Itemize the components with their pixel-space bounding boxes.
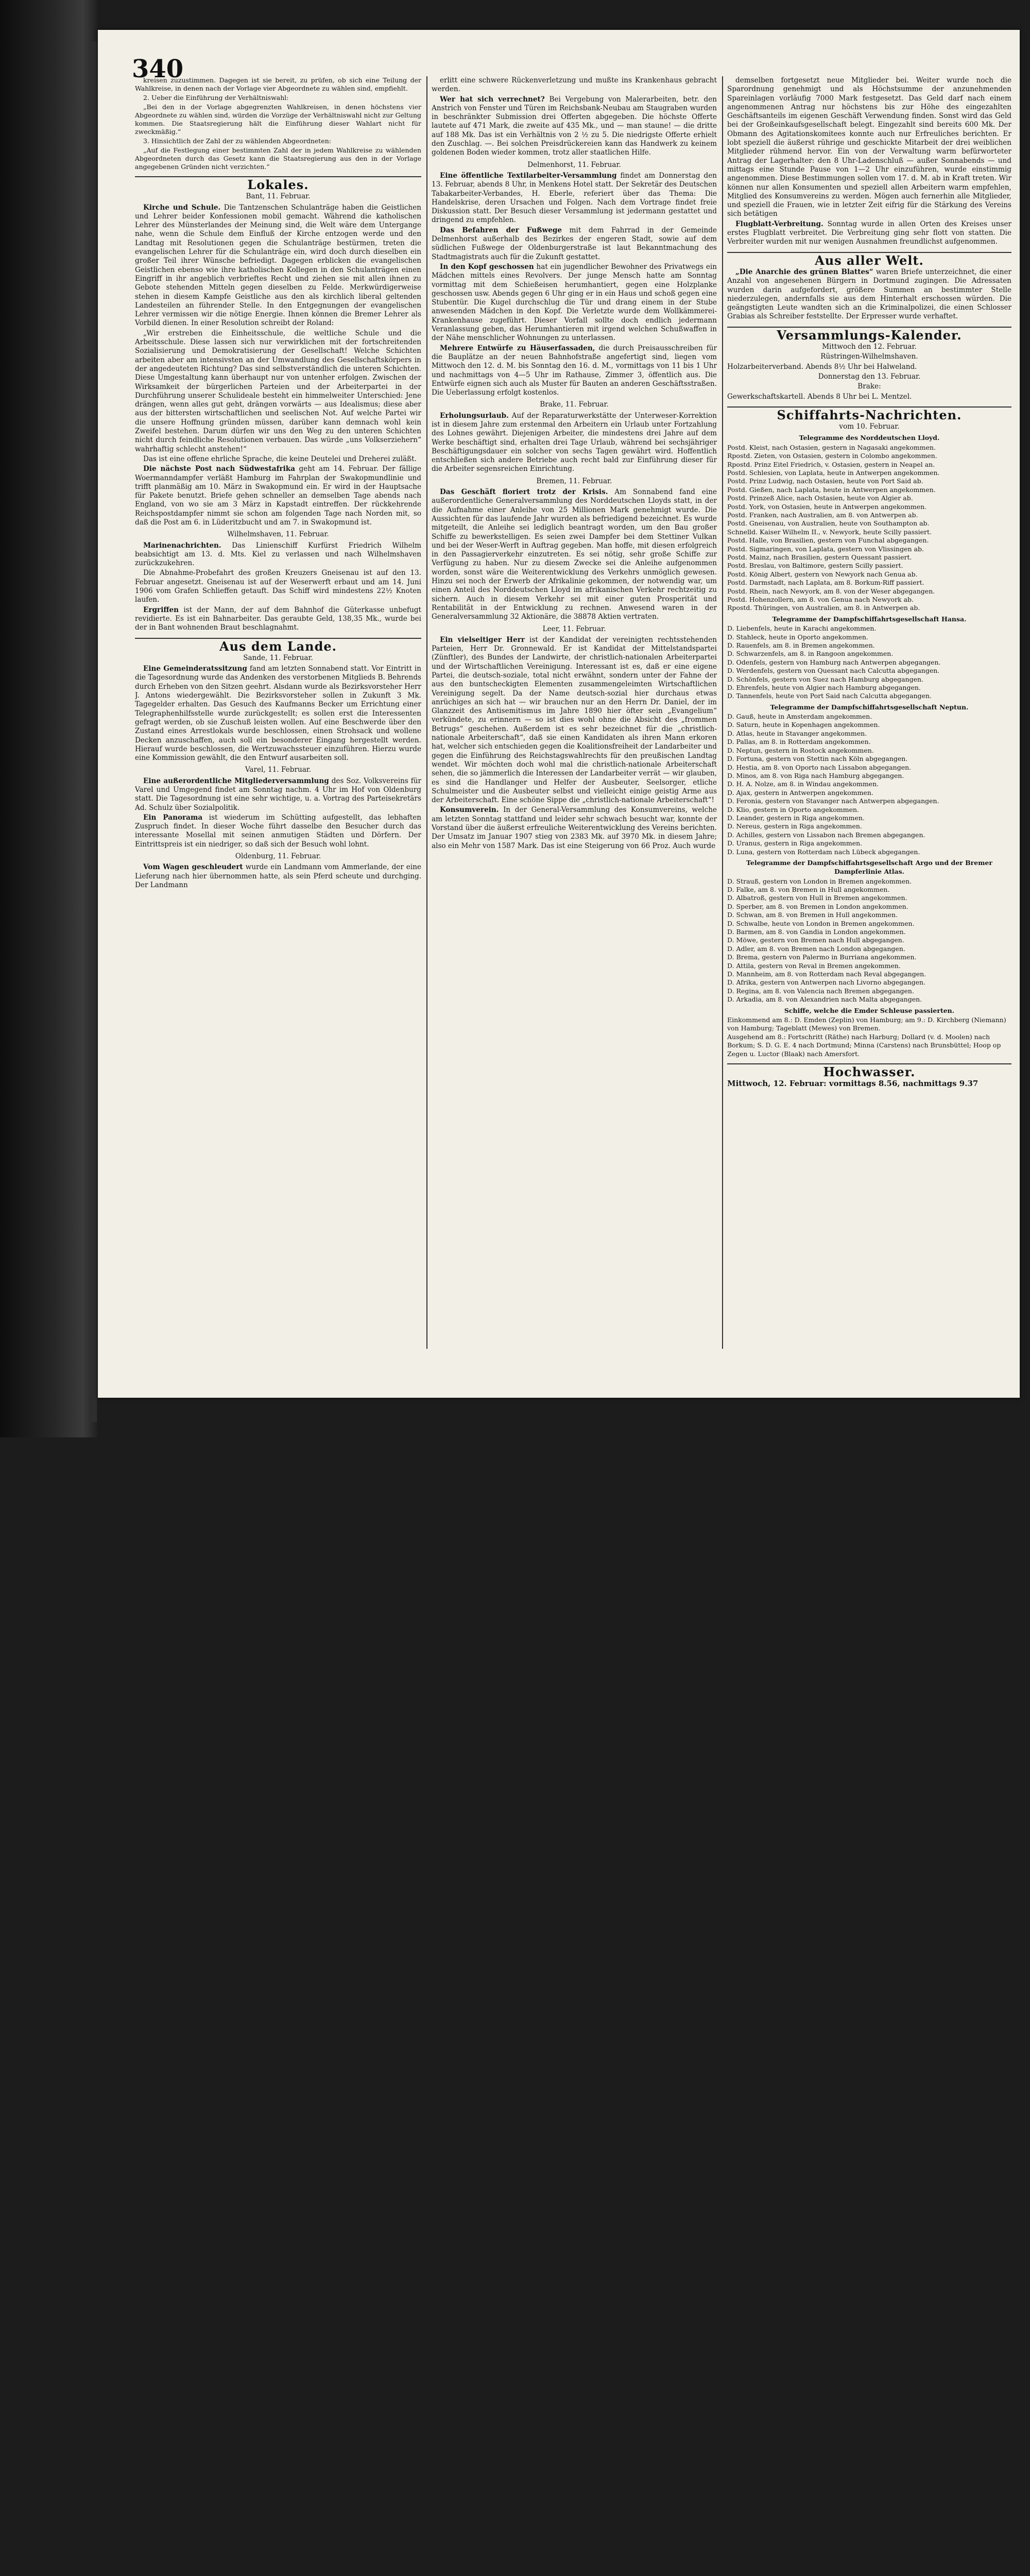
- dateline: Brake, 11. Februar.: [540, 400, 609, 409]
- shipping-entry: D. Fortuna, gestern von Stettin nach Köln abgegangen.: [727, 755, 908, 763]
- shipping-entry: Rpostd. Zieten, von Ostasien, gestern in Colombo angekommen.: [727, 452, 937, 460]
- shipping-entry: Postd. Sigmaringen, von Laplata, gestern von Vlissingen ab.: [727, 545, 924, 553]
- shipping-entry: D. Minos, am 8. von Riga nach Hamburg abgegangen.: [727, 771, 904, 779]
- section-heading: Hochwasser.: [727, 1063, 1011, 1076]
- shipping-entry: D. Strauß, gestern von London in Bremen angekommen.: [727, 877, 912, 885]
- article-text: mit dem Fahrrad in der Gemeinde Delmenhorst außerhalb des Bezirkes der engeren Stadt, sowie auf dem südlichen Fußwege der Oldenburgerstraße ist laut Bekanntmachung des Stadtmagistrats auch für die Zukunft gestattet.: [432, 226, 717, 261]
- article-headline: Ein Panorama: [143, 813, 203, 822]
- shipping-entry: Einkommend am 8.: D. Emden (Zeplin) von Hamburg; am 9.: D. Kirchberg (Niemann) von Hamburg; Tageblatt (Mewes) von Bremen.: [727, 1015, 1006, 1032]
- article-text: des Soz. Volksvereins für Varel und Umgegend findet am Sonntag nachm. 4 Uhr im Hof von Oldenburg statt. Die Tagesordnung ist eine sehr wichtige, u. a. Vortrag des Parteisekretärs Ad. Schulz über Sozialpolitik.: [135, 776, 421, 812]
- article-paragraph: [432, 226, 717, 262]
- shipping-entry: D. Ajax, gestern in Antwerpen angekommen.: [727, 788, 873, 796]
- telegram-heading: Telegramme der Dampfschiffahrtsgesellschaft Hansa.: [772, 615, 967, 623]
- telegram-heading: Schiffe, welche die Emder Schleuse passierten.: [784, 1006, 955, 1014]
- shipping-entry: Postd. Mainz, nach Brasilien, gestern Quessant passiert.: [727, 553, 912, 561]
- article-text: Am Sonnabend fand eine außerordentliche Generalversammlung des Norddeutschen Lloyds statt, in der die Aufnahme einer Anleihe von 25 Millionen Mark genehmigt wurde. Die Aussichten für das laufende Jahr wurden als befriedigend bezeichnet. Es wurde mitgeteilt, die Anleihe sei lediglich beantragt worden, um den Bau großer Schiffe zu bewerkstelligen. Es seien zwei Dampfer bei dem Stettiner Vulkan und bei der Weser-Werft in Auftrag gegeben. Man hoffe, mit diesen erfolgreich in den Passagierverkehr einzutreten. Es sei nötig, sehr große Schiffe zur Verfügung zu haben. Nur zu diesem Zwecke sei die Anleihe aufgenommen worden, sonst wäre die Weiterentwicklung des Verkehrs unmöglich gewesen. Hinzu sei noch der Erwerb der Afrikalinie gekommen, der notwendig war, um einen Anteil des Norddeutschen Lloyd im afrikanischen Verkehr rechtzeitig zu sichern. Auch in diesem Verkehr sei mit einer guten Prosperität und Rentabilität in der Entwicklung zu rechnen. Anwesend waren in der Generalversammlung 32 Aktionäre, die 38878 Aktien vertraten.: [432, 488, 717, 621]
- column-divider: [722, 76, 723, 1349]
- article-headline: Eine öffentliche Textilarbeiter-Versammlung: [440, 171, 617, 180]
- article-headline: Das Geschäft floriert trotz der Krisis.: [440, 488, 608, 497]
- calendar-entry: Gewerkschaftskartell. Abends 8 Uhr bei L. Mentzel.: [727, 392, 912, 401]
- article-text: hat ein jugendlicher Bewohner des Privatwegs ein Mädchen mittels eines Revolvers. Der junge Mensch hatte am Sonntag vormittag mit dem Schießeisen herumhantiert, gegen eine Holzplanke geschossen usw. Abends gegen 6 Uhr ging er in ein Haus und schoß gegen eine Stubentür. Die Kugel durchschlug die Tür und drang einem in der Stube anwesenden Mädchen in den Kopf. Die Verletzte wurde dem Wollkämmerei-Krankenhause zugeführt. Dieser Vorfall sollte doch endlich jedermann Veranlassung geben, das Herumhantieren mit irgend welchen Schußwaffen in der Nähe menschlicher Wohnungen zu unterlassen.: [432, 262, 717, 343]
- article-text: findet am Donnerstag den 13. Februar, abends 8 Uhr, in Menkens Hotel statt. Der Sekretär des Deutschen Tabakarbeiter-Verbandes, H. Eberle, referiert über das Thema: Die Handelskrise, deren Ursachen und Folgen. Nach dem Vortrage findet freie Diskussion statt. Der Besuch dieser Versammlung ist jedermann gestattet und dringend zu empfehlen.: [432, 171, 717, 225]
- shipping-entry: D. Liebenfels, heute in Karachi angekommen.: [727, 624, 877, 633]
- article-headline: Eine außerordentliche Mitgliederversammlung: [143, 776, 329, 785]
- section-heading: Aus aller Welt.: [727, 252, 1011, 265]
- shipping-entry: D. Adler, am 8. von Bremen nach London abgegangen.: [727, 944, 905, 953]
- dateline: Wilhelmshaven, 11. Februar.: [227, 530, 329, 539]
- shipping-entry: Postd. Franken, nach Australien, am 8. von Antwerpen ab.: [727, 511, 918, 519]
- article-headline: Konsumverein.: [440, 806, 499, 815]
- shipping-entry: D. Sperber, am 8. von Bremen in London angekommen.: [727, 902, 908, 910]
- shipping-entry: D. Werdenfels, gestern von Quessant nach Calcutta abgegangen.: [727, 667, 940, 675]
- centered-line: Mittwoch den 12. Februar.: [822, 343, 917, 351]
- article-headline: Wer hat sich verrechnet?: [440, 95, 545, 104]
- shipping-entry: D. Achilles, gestern von Lissabon nach Bremen abgegangen.: [727, 831, 925, 839]
- shipping-entry: D. Odenfels, gestern von Hamburg nach Antwerpen abgegangen.: [727, 658, 941, 666]
- article-paragraph: [135, 541, 421, 568]
- article-text: Das Linienschiff Kurfürst Friedrich Wilhelm beabsichtigt am 13. d. Mts. Kiel zu verlassen und nach Wilhelmshaven zurückzukehren.: [135, 541, 421, 568]
- shipping-entry: D. Atlas, heute in Stavanger angekommen.: [727, 729, 867, 737]
- shipping-entry: Postd. König Albert, gestern von Newyork nach Genua ab.: [727, 570, 918, 578]
- article-text: In der General-Versammlung des Konsumvereins, welche am letzten Sonntag stattfand und leider sehr schwach besucht war, konnte der Vorstand über die äußerst erfreuliche Weiterentwicklung des Vereins berichten. Der Umsatz im Januar 1907 stieg von 2383 Mk. auf 3970 Mk. in diesem Jahre; also ein Mehr von 1587 Mark. Das ist eine Steigerung von 66 Proz. Auch wurde: [432, 806, 717, 850]
- article-text: Bei Vergebung von Malerarbeiten, betr. den Anstrich von Fenster und Türen im Reichsbank-Neubau am Staugraben wurden in beschränkter Submission drei Offerten abgegeben. Die höchste Offerte lautete auf 471 Mark, die zweite auf 435 Mk., und — man staune! — die dritte auf 188 Mk. Das ist ein Verhältnis von 2 ½ zu 5. Die niedrigste Offerte erhielt den Zuschlag. —. Bei solchen Preisdrückereien kann das Handwerk zu keinem goldenen Boden wieder kommen, trotz aller staatlichen Hilfe.: [432, 95, 717, 157]
- dateline: Varel, 11. Februar.: [245, 766, 312, 774]
- shipping-entry: Rpostd. Thüringen, von Australien, am 8. in Antwerpen ab.: [727, 604, 920, 612]
- article-text: die durch Preisausschreiben für die Bauplätze an der neuen Bahnhofstraße angefertigt sind, liegen vom Mittwoch den 12. d. M. bis Sonntag den 16. d. M., vormittags von 11 bis 1 Uhr und nachmittags von 4—5 Uhr im Rathause, Zimmer 3, öffentlich aus. Die Entwürfe eignen sich auch als Muster für Bauten an anderen Geschäftsstraßen. Die Ueberlassung erfolgt kostenlos.: [432, 344, 717, 397]
- binding-edge: [91, 41, 97, 1422]
- article-paragraph: 2. Ueber die Einführung der Verhältniswahl:: [143, 94, 289, 101]
- article-text: ist wiederum im Schütting aufgestellt, das lebhaften Zuspruch findet. In dieser Woche führt dasselbe den Besucher durch das interessante Mosellal mit seinen anmutigen Städten und Dörfern. Der Eintrittspreis ist ein niedriger, so daß sich der Besuch wohl lohnt.: [135, 813, 421, 849]
- article-text: geht am 14. Februar. Der fällige Woermanndampfer verläßt Hamburg im Fahrplan der Swakopmundlinie und trifft planmäßig am 10. März in Swakopmund ein. Er wird in der Hauptsache für Pakete benutzt. Briefe gehen schneller an demselben Tage abends nach England, von wo sie am 3 März in Kapstadt eintreffen. Der rückkehrende Reichspostdampfer nimmt sie schon am folgenden Tage nach Norden mit, so daß die Post am 6. in Lüderitzbucht und am 7. in Swakopmund ist.: [135, 465, 421, 527]
- shipping-entry: D. Regina, am 8. von Valencia nach Bremen abgegangen.: [727, 987, 914, 995]
- shipping-entry: D. Albatroß, gestern von Hull in Bremen angekommen.: [727, 894, 907, 902]
- article-headline: Eine Gemeinderatssitzung: [143, 665, 247, 673]
- article-paragraph: [135, 465, 421, 527]
- high-water-times: Mittwoch, 12. Februar: vormittags 8.56, nachmittags 9.37: [727, 1079, 978, 1089]
- article-text: Auf der Reparaturwerkstätte der Unterweser-Korrektion ist in diesem Jahre zum erstenmal den Arbeitern ein Urlaub unter Fortzahlung des Lohnes gewährt. Diejenigen Arbeiter, die mindestens drei Jahre auf dem Werke beschäftigt sind, erhalten drei Tage Urlaub, während bei sechsjähriger Beschäftigungsdauer ein solcher von sechs Tagen gewährt wird. Hoffentlich entschließen sich andere Betriebe auch recht bald zur Einführung dieser für die Arbeiter segensreichen Einrichtung.: [432, 411, 717, 473]
- article-paragraph: [432, 806, 717, 850]
- shipping-entry: Postd. Gneisenau, von Australien, heute von Southampton ab.: [727, 519, 930, 528]
- article-text: „Wir erstreben die Einheitsschule, die weltliche Schule und die Arbeitsschule. Diese lassen sich nur verwirklichen mit der fortschreitenden Sozialisierung und Demokratisierung der Gesellschaft! Welche Schichten arbeiten aber am intensivsten an der Umwandlung des Gesellschaftskörpers in der angedeuteten Richtung? Das sind selbstverständlich die unteren Schichten. Diese Umgestaltung kann überhaupt nur von untenher erfolgen. Zwischen der Wirksamkeit der bürgerlichen Parteien und der Arbeiterpartei in der Durchführung unserer Schulideale besteht ein himmelweiter Unterschied: Jene drängen, wenn alles gut geht, drängen vorwärts — aus Idealismus; diese aber aus der bittersten wirtschaftlichen und seelischen Not. Auf welche Partei wir die unsere Hoffnung gründen müssen, darüber kann demnach wohl kein Zweifel bestehen. Darum dürfen wir uns den Weg zu den unteren Schichten nicht durch feindliche Resolutionen verbauen. Das würde „uns Volkserziehern“ wahrhaftig schlecht anstehen!“: [135, 329, 421, 453]
- article-text: wurde ein Landmann vom Ammerlande, der eine Lieferung nach hier übernommen hatte, als sein Pferd scheute und durchging. Der Landmann: [135, 863, 421, 889]
- article-paragraph: [432, 76, 717, 94]
- article-headline: Mehrere Entwürfe zu Häuserfassaden,: [440, 344, 595, 352]
- dateline: Bremen, 11. Februar.: [536, 477, 612, 485]
- article-paragraph: kreisen zuzustimmen. Dagegen ist sie bereit, zu prüfen, ob sich eine Teilung der Wahlkreise, in denen nach der Vorlage vier Abgeordnete zu wählen sind, empfiehlt.: [135, 76, 421, 92]
- article-paragraph: [727, 268, 1011, 321]
- shipping-entry: Postd. Darmstadt, nach Laplata, am 8. Borkum-Riff passiert.: [727, 579, 924, 587]
- article-paragraph: [135, 455, 421, 464]
- dateline: Bant, 11. Februar.: [246, 192, 311, 201]
- shipping-entry: D. Pallas, am 8. in Rotterdam angekommen.: [727, 738, 871, 746]
- newspaper-page: [98, 30, 1020, 1398]
- shipping-entry: Ausgehend am 8.: Fortschritt (Räthe) nach Harburg; Dollard (v. d. Moolen) nach Borkum; S. D. G. E. 4 nach Dortmund; Minna (Carstens) nach Brunsbüttel; Hoop op Zegen u. Luctor (Blaak) nach Amersfort.: [727, 1032, 1001, 1058]
- shipping-entry: D. Möwe, gestern von Bremen nach Hull abgegangen.: [727, 936, 904, 944]
- article-paragraph: [432, 488, 717, 621]
- article-headline: Kirche und Schule.: [143, 203, 221, 212]
- centered-line: Brake:: [857, 382, 881, 391]
- shipping-entry: D. Mannheim, am 8. von Rotterdam nach Reval abgegangen.: [727, 970, 926, 978]
- article-headline: Erholungsurlaub.: [440, 411, 509, 420]
- article-headline: Flugblatt-Verbreitung.: [735, 219, 823, 228]
- shipping-entry: Postd. Breslau, von Baltimore, gestern Scilly passiert.: [727, 562, 903, 570]
- article-text: ist der Kandidat der vereinigten rechtsstehenden Parteien, Herr Dr. Gronnewald. Er ist Kandidat der Mittelstandspartei (Zünftler), des Bundes der Landwirte, der christlich-nationalen Arbeiterpartei und der Wirtschaftlichen Vereinigung. Interessant ist es, daß er eine eigene Partei, die deutsch-soziale, total nicht erwähnt, sondern unter der Fahne der aus den buntscheckigten Elementen zusammengeleimten Wirtschaftlichen Vereinigung segelt. Da der Name deutsch-sozial hier durchaus etwas anrüchiges an sich hat — wir brauchen nur an den Herrn Dr. Daniel, der im Glanzzeit des Antisemitismus im Jahre 1890 hier öfter sein „Evangelium“ verkündete, zu erinnern — so ist dies wohl ohne die Absicht des „frommen Betrugs“ geschehen. Außerdem ist es sehr bezeichnet für die „christlich-nationale Arbeiterschaft“, daß sie einen Kandidaten als ihren Mann erkoren hat, welcher sich entschieden gegen die Koalitionsfreiheit der Landarbeiter und gegen die Einführung des Reichstagswahlrechts für den preußischen Landtag wendet. Wir möchten doch wohl mal die christlich-nationale Arbeiterschaft sehen, die so jämmerlich die Interessen der Landarbeiter verrät — wir glauben, es sind die Handlanger und Helfer der Ausbeuter, Seelsorger, etliche Schulmeister und die Ausbeuter selbst und vielleicht einige geistig Arme aus der Arbeiterschaft. Eine schöne Sippe die „christlich-nationale Arbeiterschaft“!: [432, 635, 717, 805]
- shipping-entry: Postd. Prinzeß Alice, nach Ostasien, heute von Algier ab.: [727, 494, 913, 502]
- shipping-entry: D. Attila, gestern von Reval in Bremen angekommen.: [727, 961, 901, 970]
- shipping-entry: D. Gauß, heute in Amsterdam angekommen.: [727, 713, 872, 721]
- telegram-heading: Telegramme der Dampfschiffahrtsgesellschaft Argo und der Bremer Dampferlinie Atlas.: [746, 858, 992, 876]
- article-paragraph: [432, 172, 717, 225]
- shipping-entry: D. Schwarzenfels, am 8. in Rangoon angekommen.: [727, 650, 894, 658]
- shipping-entry: D. Uranus, gestern in Riga angekommen.: [727, 839, 863, 848]
- article-headline: Vom Wagen geschleudert: [143, 863, 243, 872]
- article-text: Die Abnahme-Probefahrt des großen Kreuzers Gneisenau ist auf den 13. Februar angesetzt. Gneisenau ist auf der Weserwerft erbaut und am 14. Juni 1906 vom Grafen Schlieffen getauft. Das Schiff wird mindestens 22½ Knoten laufen.: [135, 569, 421, 604]
- telegram-heading: Telegramme der Dampfschiffahrtsgesellschaft Neptun.: [770, 703, 969, 711]
- shipping-entry: Postd. York, von Ostasien, heute in Antwerpen angekommen.: [727, 502, 927, 511]
- shipping-entry: D. Nereus, gestern in Riga angekommen.: [727, 822, 862, 831]
- shipping-entry: Postd. Schlesien, von Laplata, heute in Antwerpen angekommen.: [727, 468, 940, 477]
- shipping-entry: D. Afrika, gestern von Antwerpen nach Livorno abgegangen.: [727, 978, 926, 987]
- article-text: erlitt eine schwere Rückenverletzung und mußte ins Krankenhaus gebracht werden.: [432, 76, 717, 94]
- article-paragraph: „Bei den in der Vorlage abgegrenzten Wahlkreisen, in denen höchstens vier Abgeordnete zu wählen sind, würden die Vorzüge der Verhältniswahl nicht zur Geltung kommen. Die Staatsregierung hält die Einführung dieser Wahlart nicht für zweckmäßig.“: [135, 103, 421, 135]
- dateline: Oldenburg, 11. Februar.: [235, 852, 321, 861]
- column-divider: [426, 76, 427, 1349]
- shipping-entry: Schnelld. Kaiser Wilhelm II., v. Newyork, heute Scilly passiert.: [727, 528, 932, 536]
- article-headline: Marinenachrichten.: [143, 541, 221, 550]
- footer-bar: [0, 1417, 1030, 1437]
- article-headline: Ein vielseitiger Herr: [440, 635, 525, 644]
- article-text: waren Briefe unterzeichnet, die einer Anzahl von angesehenen Bürgern in Dortmund zugingen. Die Adressaten wurden darin aufgefordert, größere Summen an bestimmter Stelle niederzulegen, andernfalls sie aus dem Hinterhalt erschossen würden. Die geängstigten Leute wandten sich an die Kriminalpolizei, die einen Schlosser Grabias als Schreiber feststellte. Der Erpresser wurde verhaftet.: [727, 267, 1011, 321]
- dateline: Delmenhorst, 11. Februar.: [527, 160, 621, 169]
- article-paragraph: [135, 329, 421, 454]
- shipping-entry: D. H. A. Nolze, am 8. in Windau angekommen.: [727, 780, 879, 788]
- article-paragraph: 3. Hinsichtlich der Zahl der zu wählenden Abgeordneten:: [143, 137, 331, 145]
- column-2: [432, 76, 717, 1349]
- shipping-entry: D. Tannenfels, heute von Port Said nach Calcutta abgegangen.: [727, 692, 932, 700]
- shipping-entry: D. Arkadia, am 8. von Alexandrien nach Malta abgegangen.: [727, 995, 922, 1004]
- article-text: fand am letzten Sonnabend statt. Vor Eintritt in die Tagesordnung wurde das Andenken des verstorbenen Mitglieds B. Behrends durch Erheben von den Sitzen geehrt. Alsdann wurde als Bezirksvorsteher Herr J. Antons wiedergewählt. Die Bezirksvorsteher sollen in Zukunft 3 Mk. Tagegelder erhalten. Das Gesuch des Kaufmanns Becker um Errichtung einer Telegraphenhilfsstelle wurde zurückgestellt; es sollen erst die Interessenten gefragt werden, ob sie Zuschuß leisten wollen. Auf eine Beschwerde über den Zustand eines Arrestlokals wurde beschlossen, einen Strohsack und wollene Decken anzuschaffen, auch soll ein besonderer Eingang hergestellt werden. Hierauf wurde beschlossen, die Wertzuwachssteuer einzuführen. Hierzu wurde eine Kommission gewählt, die den Entwurf ausarbeiten soll.: [135, 665, 421, 762]
- article-paragraph: [727, 76, 1011, 219]
- article-headline: Ergriffen: [143, 605, 179, 614]
- section-heading: Versammlungs-Kalender.: [727, 327, 1011, 340]
- dateline: Leer, 11. Februar.: [542, 624, 606, 633]
- shipping-entry: Postd. Kleist, nach Ostasien, gestern in Nagasaki angekommen.: [727, 443, 936, 451]
- book-binding: [0, 0, 98, 1437]
- article-paragraph: [135, 777, 421, 812]
- centered-line: vom 10. Februar.: [839, 422, 900, 431]
- calendar-entry: Holzarbeiterverband. Abends 8½ Uhr bei Halweland.: [727, 362, 917, 371]
- shipping-entry: Postd. Hohenzollern, am 8. von Genua nach Newyork ab.: [727, 596, 914, 603]
- article-paragraph: [135, 569, 421, 604]
- article-text: Das ist eine offene ehrliche Sprache, die keine Deutelei und Dreherei zuläßt.: [143, 454, 417, 463]
- shipping-entry: D. Feronia, gestern von Stavanger nach Antwerpen abgegangen.: [727, 797, 939, 805]
- article-headline: Das Befahren der Fußwege: [440, 226, 562, 234]
- article-paragraph: „Auf die Festlegung einer bestimmten Zahl der in jedem Wahlkreise zu wählenden Abgeordneten durch das Gesetz kann die Staatsregierung aus den in der Vorlage angegebenen Gründen nicht verzichten.“: [135, 146, 421, 171]
- article-paragraph: [432, 636, 717, 805]
- column-3: [727, 76, 1011, 1349]
- shipping-entry: D. Hestia, am 8. von Oporto nach Lissabon abgegangen.: [727, 763, 912, 771]
- article-text: Die Tantzenschen Schulanträge haben die Geistlichen und Lehrer beider Konfessionen mobil gemacht. Während die katholischen Lehrer des Münsterlandes der Meinung sind, die Welt wäre dem Untergange nahe, wenn die Schule dem Einfluß der Kirche entzogen werde und den Landtag mit Resolutionen gegen die Schulanträge bestürmen, treten die evangelischen Lehrer für die Schulanträge ein, wird doch durch dieselben ein großer Teil ihrer Wünsche befriedigt. Dagegen erblicken die evangelischen Geistlichen ebenso wie ihre katholischen Kollegen in den Schulanträgen einen Eingriff in ihr angeblich verbrieftes Recht und ziehen sie mit allen ihnen zu Gebote stehenden Mitteln gegen dieselben zu Felde. Merkwürdigerweise stehen in diesem Kampfe Geistliche aus den als kirchlich liberal geltenden Landesteilen an führender Stelle. In den Entgegnungen der evangelischen Lehrer vermissen wir die nötige Energie. Ihnen können die Bremer Lehrer als Vorbild dienen. In einer Resolution schreibt der Roland:: [135, 203, 421, 328]
- shipping-entry: D. Ehrenfels, heute von Algier nach Hamburg abgegangen.: [727, 683, 921, 691]
- shipping-entry: Rpostd. Prinz Eitel Friedrich, v. Ostasien, gestern in Neapel an.: [727, 460, 935, 468]
- article-paragraph: [727, 220, 1011, 247]
- article-paragraph: [432, 344, 717, 398]
- shipping-entry: D. Luna, gestern von Rotterdam nach Lübeck abgegangen.: [727, 848, 920, 856]
- shipping-entry: D. Schönfels, gestern von Suez nach Hamburg abgegangen.: [727, 675, 924, 683]
- article-headline: „Die Anarchie des grünen Blattes“: [735, 267, 873, 276]
- article-paragraph: [135, 665, 421, 762]
- article-text: ist der Mann, der auf dem Bahnhof die Güterkasse unbefugt revidierte. Es ist ein Bahnarbeiter. Das geraubte Geld, 138,35 Mk., wurde bei der in Bant wohnenden Braut beschlagnahmt.: [135, 605, 421, 632]
- article-paragraph: [135, 606, 421, 633]
- shipping-entry: Postd. Gießen, nach Laplata, heute in Antwerpen angekommen.: [727, 485, 936, 494]
- dateline: Sande, 11. Februar.: [243, 653, 313, 662]
- shipping-entry: D. Stahleck, heute in Oporto angekommen.: [727, 633, 868, 641]
- shipping-entry: Postd. Rhein, nach Newyork, am 8. von der Weser abgegangen.: [727, 587, 935, 595]
- shipping-entry: D. Leander, gestern in Riga angekommen.: [727, 814, 865, 822]
- article-headline: Die nächste Post nach Südwestafrika: [143, 465, 296, 473]
- article-paragraph: [135, 204, 421, 328]
- column-1: [135, 76, 421, 1349]
- shipping-entry: D. Barmen, am 8. von Gandia in London angekommen.: [727, 928, 906, 936]
- article-paragraph: [432, 263, 717, 343]
- shipping-entry: D. Schwan, am 8. von Bremen in Hull angekommen.: [727, 911, 898, 919]
- page-number: 340: [132, 55, 184, 83]
- section-heading: Schiffahrts-Nachrichten.: [727, 406, 1011, 419]
- telegram-heading: Telegramme des Norddeutschen Lloyd.: [799, 434, 940, 442]
- article-text: Sonntag wurde in allen Orten des Kreises unser erstes Flugblatt verbreitet. Die Verbreitung ging sehr flott von statten. Die Verbreiter wurden mit nur wenigen Ausnahmen freundlichst aufgenommen.: [727, 219, 1011, 246]
- shipping-entry: D. Neptun, gestern in Rostock angekommen.: [727, 746, 874, 754]
- shipping-entry: Postd. Prinz Ludwig, nach Ostasien, heute von Port Said ab.: [727, 477, 923, 485]
- article-paragraph: [432, 412, 717, 474]
- shipping-entry: D. Schwalbe, heute von London in Bremen angekommen.: [727, 919, 915, 927]
- centered-line: Rüstringen-Wilhelmshaven.: [820, 352, 918, 361]
- section-heading: Lokales.: [135, 176, 421, 189]
- section-heading: Aus dem Lande.: [135, 638, 421, 651]
- article-headline: In den Kopf geschossen: [440, 262, 534, 271]
- article-paragraph: [432, 95, 717, 158]
- shipping-entry: D. Rauenfels, am 8. in Bremen angekommen.: [727, 641, 875, 649]
- shipping-entry: D. Saturn, heute in Kopenhagen angekommen.: [727, 721, 880, 729]
- shipping-entry: Postd. Halle, von Brasilien, gestern von Funchal abgegangen.: [727, 536, 929, 545]
- shipping-entry: D. Brema, gestern von Palermo in Burriana angekommen.: [727, 953, 917, 961]
- article-text: demselben fortgesetzt neue Mitglieder bei. Weiter wurde noch die Sparordnung genehmigt und als Höchstsumme der anzunehmenden Spareinlagen vorläufig 7000 Mark festgesetzt. Das Geld darf nach einem angenommenen Antrag nur höchstens bis zur Höhe des eingezahlten Geschäftsanteils im eigenen Geschäft Verwendung finden. Sonst wird das Geld bei der Großeinkaufsgesellschaft belegt. Eingezahlt sind bereits 600 Mk. Der Obmann des Agitationskomitees konnte auch nur Erfreuliches berichten. Er lobt speziell die äußerst rührige und geschickte Mitarbeit der drei weiblichen Mitglieder rühmend hervor. Ein von der Verwaltung warm befürworteter Antrag der Lagerhalter: den 8 Uhr-Ladenschluß — außer Sonnabends — und mittags eine Stunde Pause von 1—2 Uhr einzuführen, wurde einstimmig angenommen. Diese Bestimmungen sollen vom 17. d. M. ab in Kraft treten. Wir können nur allen Konsumenten und speziell allen Arbeitern warm empfehlen, Mitglied des Konsumvereins zu werden. Mögen auch fernerhin alle Mitglieder, und speziell die Frauen, wie in letzter Zeit eifrig für die Stärkung des Vereins sich betätigen: [727, 76, 1011, 218]
- article-paragraph: [135, 814, 421, 849]
- article-paragraph: [135, 863, 421, 890]
- centered-line: Donnerstag den 13. Februar.: [818, 372, 921, 381]
- shipping-entry: D. Klio, gestern in Oporto angekommen.: [727, 805, 859, 814]
- shipping-entry: D. Falke, am 8. von Bremen in Hull angekommen.: [727, 885, 890, 893]
